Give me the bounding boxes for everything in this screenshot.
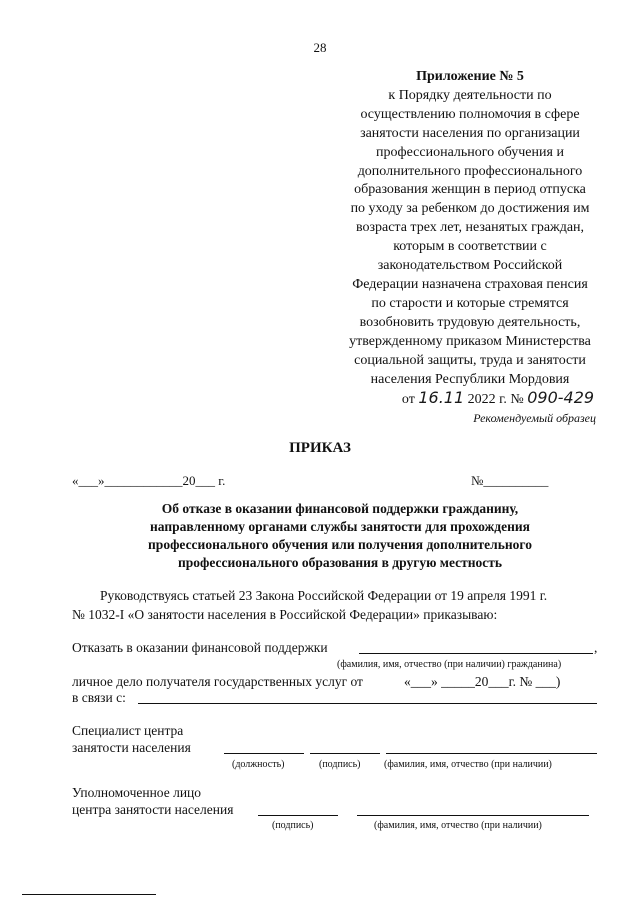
order-date-line: «___»____________20___ г. <box>72 473 226 488</box>
date-year: 2022 г. № <box>467 392 524 408</box>
sample-label: Рекомендуемый образец <box>473 411 596 425</box>
appendix-line: образования женщин в период отпуска <box>354 182 586 198</box>
authorized-line-1: Уполномоченное лицо <box>72 785 202 800</box>
authorized-signature-caption: (подпись) <box>272 820 314 831</box>
authorized-name-caption: (фамилия, имя, отчество (при наличии) <box>374 820 542 831</box>
appendix-line: утвержденному приказом Министерства <box>349 333 591 349</box>
appendix-line: дополнительного профессионального <box>357 163 583 179</box>
specialist-line-1: Специалист центра <box>72 723 184 738</box>
specialist-signature-caption: (подпись) <box>319 759 361 770</box>
handwritten-number: 090-429 <box>527 388 595 408</box>
reason-label: в связи с: <box>72 690 126 705</box>
subject-line: направленному органами службы занятости для прохождения <box>149 519 530 534</box>
appendix-line: возобновить трудовую деятельность, <box>359 314 581 330</box>
authorized-line-2: центра занятости населения <box>72 802 234 817</box>
handwritten-date: 16.11 <box>418 388 465 408</box>
date-prefix: от <box>401 392 415 408</box>
appendix-line: населения Республики Мордовия <box>370 371 570 387</box>
appendix-line: по уходу за ребенком до достижения им <box>350 201 590 217</box>
reason-field[interactable] <box>138 692 597 704</box>
appendix-date <box>300 389 640 410</box>
basis-line-1: Руководствуясь статьей 23 Закона Российской Федерации от 19 апреля 1991 г. <box>100 588 548 603</box>
order-number-line: №__________ <box>471 473 549 488</box>
refuse-text: Отказать в оказании финансовой поддержки <box>72 640 328 655</box>
appendix-block <box>300 68 640 410</box>
authorized-signature-field[interactable] <box>258 804 338 816</box>
subject-line: Об отказе в оказании финансовой поддержки гражданину, <box>161 501 519 516</box>
specialist-position-caption: (должность) <box>232 759 285 770</box>
appendix-line: социальной защиты, труда и занятости <box>354 352 586 368</box>
refuse-comma: , <box>594 640 598 655</box>
authorized-name-field[interactable] <box>357 804 589 816</box>
appendix-line: Федерации назначена страховая пенсия <box>352 276 588 292</box>
case-date: «___» _____20___г. № ___) <box>404 674 561 689</box>
order-title: ПРИКАЗ <box>289 440 351 456</box>
specialist-position-field[interactable] <box>224 742 304 754</box>
subject-line: профессионального обучения или получения дополнительного <box>148 537 532 552</box>
appendix-line: профессионального обучения и <box>376 144 564 160</box>
appendix-line: по старости и которые стремятся <box>371 295 569 311</box>
case-prefix: личное дело получателя государственных услуг от <box>72 674 363 689</box>
appendix-line: осуществлению полномочия в сфере <box>360 106 580 122</box>
citizen-name-field[interactable] <box>359 641 593 654</box>
appendix-line: которым в соответствии с <box>393 239 547 255</box>
appendix-title: Приложение № 5 <box>416 69 524 84</box>
order-subject <box>80 500 600 572</box>
subject-line: профессионального образования в другую местность <box>177 555 503 570</box>
page-number: 28 <box>313 40 327 55</box>
appendix-line: законодательством Российской <box>377 258 563 274</box>
basis-line-2: № 1032-I «О занятости населения в Российской Федерации» приказываю: <box>72 607 498 622</box>
citizen-name-caption: (фамилия, имя, отчество (при наличии) гражданина) <box>337 659 562 670</box>
footnote-separator <box>22 894 156 895</box>
specialist-signature-field[interactable] <box>310 742 380 754</box>
appendix-line: возраста трех лет, незанятых граждан, <box>355 220 585 236</box>
specialist-name-caption: (фамилия, имя, отчество (при наличии) <box>384 759 552 770</box>
specialist-line-2: занятости населения <box>72 740 191 755</box>
specialist-name-field[interactable] <box>386 742 597 754</box>
appendix-line: занятости населения по организации <box>360 125 580 141</box>
appendix-line: к Порядку деятельности по <box>388 87 552 103</box>
